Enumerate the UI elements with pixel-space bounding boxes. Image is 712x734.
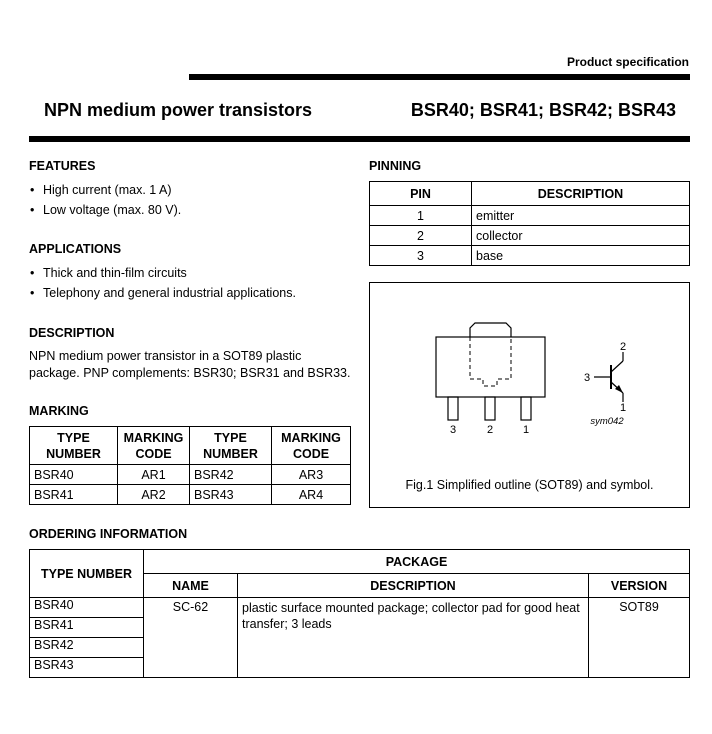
lead-2 [485, 397, 495, 420]
type-number-cell: BSR40 [30, 465, 118, 485]
type-number-cell: BSR41 [30, 485, 118, 505]
emitter-label: 1 [619, 402, 627, 414]
type-number-cell: BSR40 [30, 598, 144, 618]
name-header: NAME [144, 574, 238, 598]
description-heading: DESCRIPTION [29, 326, 115, 340]
part-numbers-title: BSR40; BSR41; BSR42; BSR43 [410, 100, 676, 120]
applications-heading: APPLICATIONS [29, 242, 122, 256]
package-version-cell: SOT89 [589, 598, 690, 678]
lead-label: 2 [486, 424, 494, 436]
description-line: NPN medium power transistor in a SOT89 plastic [29, 349, 302, 363]
pin-number-cell: 3 [370, 246, 472, 266]
application-item: • Thick and thin-film circuits [30, 266, 187, 280]
lead-1 [521, 397, 531, 420]
pin-number-cell: 2 [370, 226, 472, 246]
collector-label: 2 [619, 341, 627, 353]
marking-header-row [30, 427, 351, 465]
document-title: NPN medium power transistors [44, 100, 313, 120]
type-number-cell: BSR43 [190, 485, 272, 505]
figure-caption: Fig.1 Simplified outline (SOT89) and symbol. [405, 478, 654, 492]
marking-code-cell: AR1 [118, 465, 190, 485]
table-row [30, 485, 351, 505]
figure-reference: sym042 [590, 416, 624, 427]
marking-code-cell: AR2 [118, 485, 190, 505]
pin-col-header: PIN [370, 182, 472, 206]
pin-number-cell: 1 [370, 206, 472, 226]
package-description-line: plastic surface mounted package; collector pad for good heat [242, 601, 580, 615]
type-number-cell: BSR42 [190, 465, 272, 485]
lead-label: 1 [522, 424, 530, 436]
marking-heading: MARKING [29, 404, 89, 418]
pinning-table [369, 181, 690, 266]
table-row [370, 226, 690, 246]
type-number-cell: BSR41 [30, 618, 144, 638]
marking-code-cell: AR4 [272, 485, 351, 505]
package-outline-figure [369, 282, 690, 462]
package-header: PACKAGE [144, 550, 690, 574]
features-heading: FEATURES [29, 159, 96, 173]
table-row [370, 206, 690, 226]
feature-item: • High current (max. 1 A) [30, 183, 172, 197]
base-label: 3 [583, 372, 591, 384]
lead-label: 3 [449, 424, 457, 436]
marking-col-type: TYPE NUMBER [30, 427, 118, 465]
description-line: package. PNP complements: BSR30; BSR31 and BSR33. [29, 366, 351, 380]
title-rule [29, 136, 690, 142]
ordering-header-row [30, 550, 690, 574]
marking-col-code: MARKING CODE [272, 427, 351, 465]
pin-desc-cell: emitter [472, 206, 690, 226]
package-description-cell [238, 598, 589, 678]
type-number-cell: BSR43 [30, 658, 144, 678]
marking-col-code: MARKING CODE [118, 427, 190, 465]
header-rule [189, 74, 690, 80]
pin-desc-col-header: DESCRIPTION [472, 182, 690, 206]
feature-item: • Low voltage (max. 80 V). [30, 203, 181, 217]
type-number-cell: BSR42 [30, 638, 144, 658]
pinning-heading: PINNING [369, 159, 422, 173]
marking-col-type: TYPE NUMBER [190, 427, 272, 465]
application-item: • Telephony and general industrial applications. [30, 286, 296, 300]
ordering-heading: ORDERING INFORMATION [29, 527, 188, 541]
version-header: VERSION [589, 574, 690, 598]
table-row [30, 598, 690, 618]
pinning-header-row [370, 182, 690, 206]
spec-label: Product specification [566, 55, 689, 69]
pin-desc-cell: collector [472, 226, 690, 246]
lead-3 [448, 397, 458, 420]
marking-table [29, 426, 351, 505]
collector-tab [470, 323, 511, 337]
marking-code-cell: AR3 [272, 465, 351, 485]
internal-tab-outline [470, 337, 511, 386]
package-name-cell: SC-62 [144, 598, 238, 678]
npn-transistor-symbol [594, 352, 623, 402]
table-row [30, 465, 351, 485]
description-header: DESCRIPTION [238, 574, 589, 598]
package-description-line: transfer; 3 leads [242, 617, 332, 631]
type-number-header: TYPE NUMBER [30, 550, 144, 598]
table-row [370, 246, 690, 266]
package-body [436, 337, 545, 397]
ordering-table [29, 549, 690, 678]
pin-desc-cell: base [472, 246, 690, 266]
